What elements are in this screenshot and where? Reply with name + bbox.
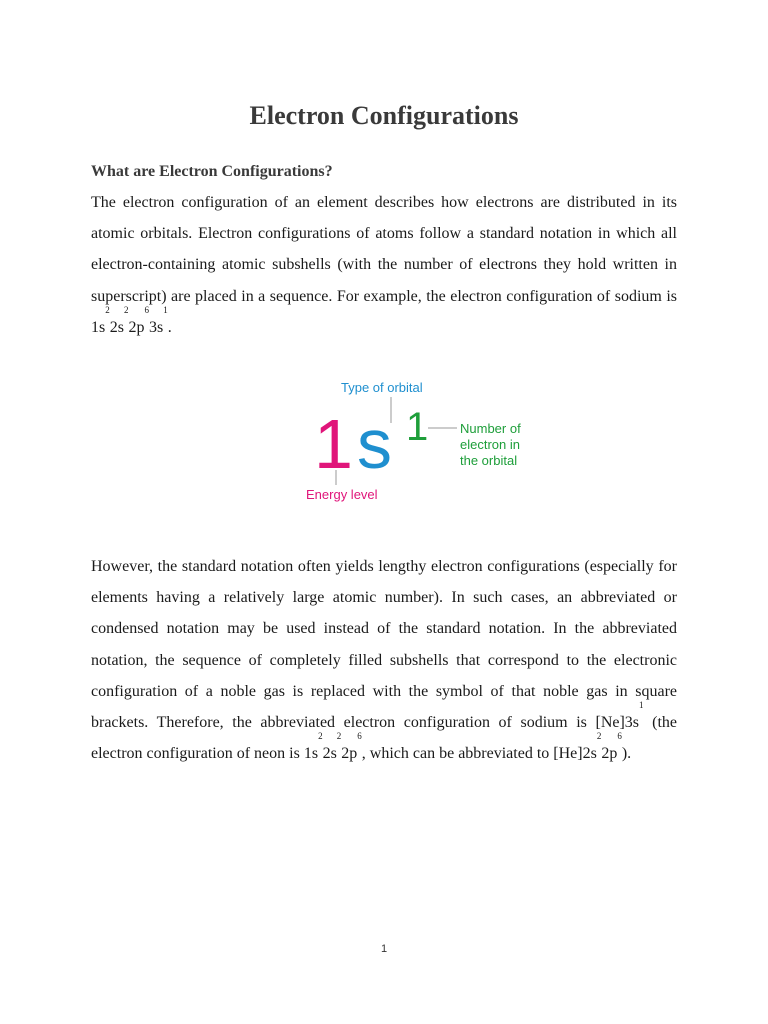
orbital-notation-diagram (300, 372, 540, 507)
intro-paragraph-text: The electron configuration of an element describes how electrons are distributed in its atomic orbitals. Electron configurations of atoms follow a standard notation in which all electron-containing atomic subshells (with the number of electrons they hold written in superscript) are placed in a sequence. For example, the electron configuration of sodium is (91, 194, 677, 305)
sodium-abbr-base: [Ne]3s (595, 714, 640, 732)
sodium-config-2s-sup: 2 (123, 304, 129, 315)
label-type-of-orbital: Type of orbital (341, 380, 423, 395)
neon-config-1s-sup: 2 (318, 731, 323, 742)
sodium-config-2p-sup: 6 (144, 304, 149, 315)
sodium-abbr-sup: 1 (639, 700, 644, 711)
label-number-of-electron-line1: Number of (460, 421, 521, 436)
neon-abbr-2s-sup: 2 (596, 731, 602, 742)
sodium-config-3s-sup: 1 (163, 304, 168, 315)
sodium-config-2p-base: 2p (128, 318, 145, 336)
neon-config-2p-sup: 6 (357, 731, 362, 742)
abbreviated-notation-paragraph (91, 551, 677, 769)
neon-abbr-2p-sup: 6 (617, 731, 622, 742)
big-energy-level-number: 1 (314, 405, 353, 483)
big-orbital-letter: s (357, 405, 392, 483)
sodium-config-3s-base: 3s (148, 318, 164, 336)
sodium-config-2s-base: 2s (109, 318, 124, 336)
abbreviated-paragraph-text-a: However, the standard notation often yields lengthy electron configurations (especially for elements having a relatively large atomic number). In such cases, an abbreviated or condensed notation may be used instead of the standard notation. In the abbreviated notation, the sequence of completely filled subshells that correspond to the electronic configuration of a noble gas is replaced with the symbol of that noble gas in square brackets. Therefore, the abbreviated electron configuration of sodium is (91, 558, 677, 732)
neon-config-2p-base: 2p (341, 745, 358, 763)
abbreviated-paragraph-text-b: (the electron configuration of neon is (91, 714, 678, 763)
document-title: Electron Configurations (249, 101, 519, 130)
label-number-of-electron-line2: electron in (460, 437, 520, 452)
neon-abbr-2s-base: [He]2s (553, 745, 597, 763)
intro-paragraph-end: . (167, 318, 172, 336)
label-energy-level: Energy level (306, 487, 378, 502)
big-electron-superscript: 1 (406, 405, 429, 449)
neon-config-1s-base: 1s (303, 745, 319, 763)
abbreviated-paragraph-text-d: ). (621, 745, 632, 763)
neon-config-2s-base: 2s (322, 745, 337, 763)
sodium-config-1s-base: 1s (91, 318, 106, 336)
neon-config-2s-sup: 2 (336, 731, 342, 742)
sodium-config-1s-sup: 2 (105, 304, 110, 315)
page-number: 1 (380, 943, 388, 955)
abbreviated-paragraph-text-c: , which can be abbreviated to (361, 745, 554, 763)
neon-abbr-2p-base: 2p (601, 745, 618, 763)
section-heading: What are Electron Configurations? (91, 163, 333, 180)
label-number-of-electron-line3: the orbital (460, 453, 518, 468)
intro-paragraph (91, 187, 677, 343)
